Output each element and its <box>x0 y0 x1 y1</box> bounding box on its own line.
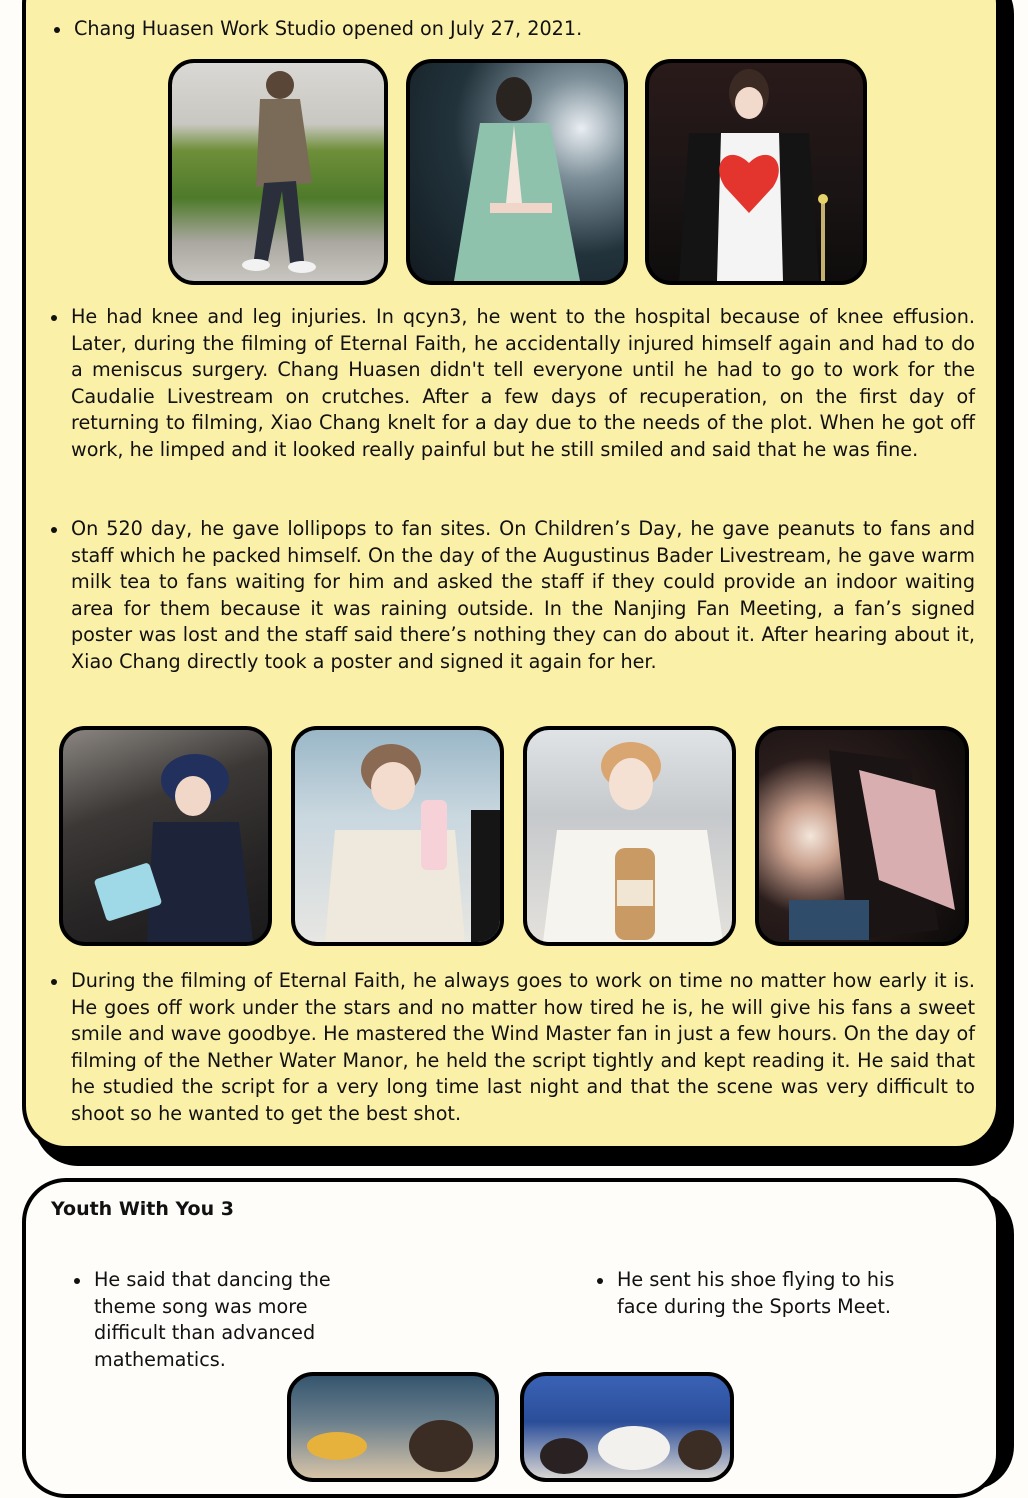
photo-bottle-white-suit <box>523 726 736 946</box>
figure-illustration <box>295 730 500 942</box>
figure-illustration <box>527 730 732 942</box>
photo-in-car <box>59 726 272 946</box>
bullet-fan-gifts: On 520 day, he gave lollipops to fan sites. On Children’s Day, he gave peanuts to fans and staff which he packed himself. On the day of the Augustinus Bader Livestream, he gave warm milk tea to fans waiting for him and asked the staff if they could provide an indoor waiting area for them because it was raining outside. In the Nanjing Fan Meeting, a fan’s signed poster was lost and the staff said there’s nothing they can do about it. After hearing about it, Xiao Chang directly took a poster and signed it again for her. <box>51 516 975 675</box>
bullet-filming-dedication: During the filming of Eternal Faith, he always goes to work on time no matter how early it is. He goes off work under the stars and no matter how tired he is, he will give his fans a sweet smile and wave goodbye. He mastered the Wind Master fan in just a few hours. On the day of filming of the Nether Water Manor, he held the script tightly and kept reading it. He said that he studied the script for a very long time last night and that the scene was very difficult to shoot so he wanted to get the best shot. <box>51 968 975 1127</box>
figure-illustration <box>759 730 965 942</box>
bullet-knee-injury: He had knee and leg injuries. In qcyn3, he went to the hospital because of knee effusion. Later, during the filming of Eternal Faith, he accidentally injured himself again and had to do a meniscus surgery. Chang Huasen didn't tell everyone until he had to go to work for the Caudalie Livestream on crutches. After a few days of recuperation, on the first day of returning to filming, Xiao Chang knelt for a day due to the needs of the plot. When he got off work, he limped and it looked really painful but he still smiled and said that he was fine. <box>51 304 975 463</box>
section-title: Youth With You 3 <box>51 1198 234 1220</box>
photo-hanfu-costume <box>406 59 628 285</box>
figure-illustration <box>524 1376 730 1478</box>
photo-made-in-love-shirt <box>645 59 867 285</box>
figure-illustration <box>410 63 624 281</box>
bullet-theme-song: He said that dancing the theme song was more difficult than advanced mathematics. <box>74 1267 374 1373</box>
photo-glasses-drink <box>291 726 504 946</box>
figure-illustration <box>291 1376 495 1478</box>
bullet-shoe-flying: He sent his shoe flying to his face during the Sports Meet. <box>597 1267 927 1320</box>
photo-walking-garden <box>168 59 388 285</box>
photo-sports-meet <box>520 1372 734 1482</box>
figure-illustration <box>63 730 268 942</box>
photo-staff-night <box>755 726 969 946</box>
photo-yellow-cap <box>287 1372 499 1482</box>
figure-illustration <box>649 63 863 281</box>
figure-illustration <box>172 63 384 281</box>
bullet-studio-opening: Chang Huasen Work Studio opened on July 27, 2021. <box>54 16 954 43</box>
